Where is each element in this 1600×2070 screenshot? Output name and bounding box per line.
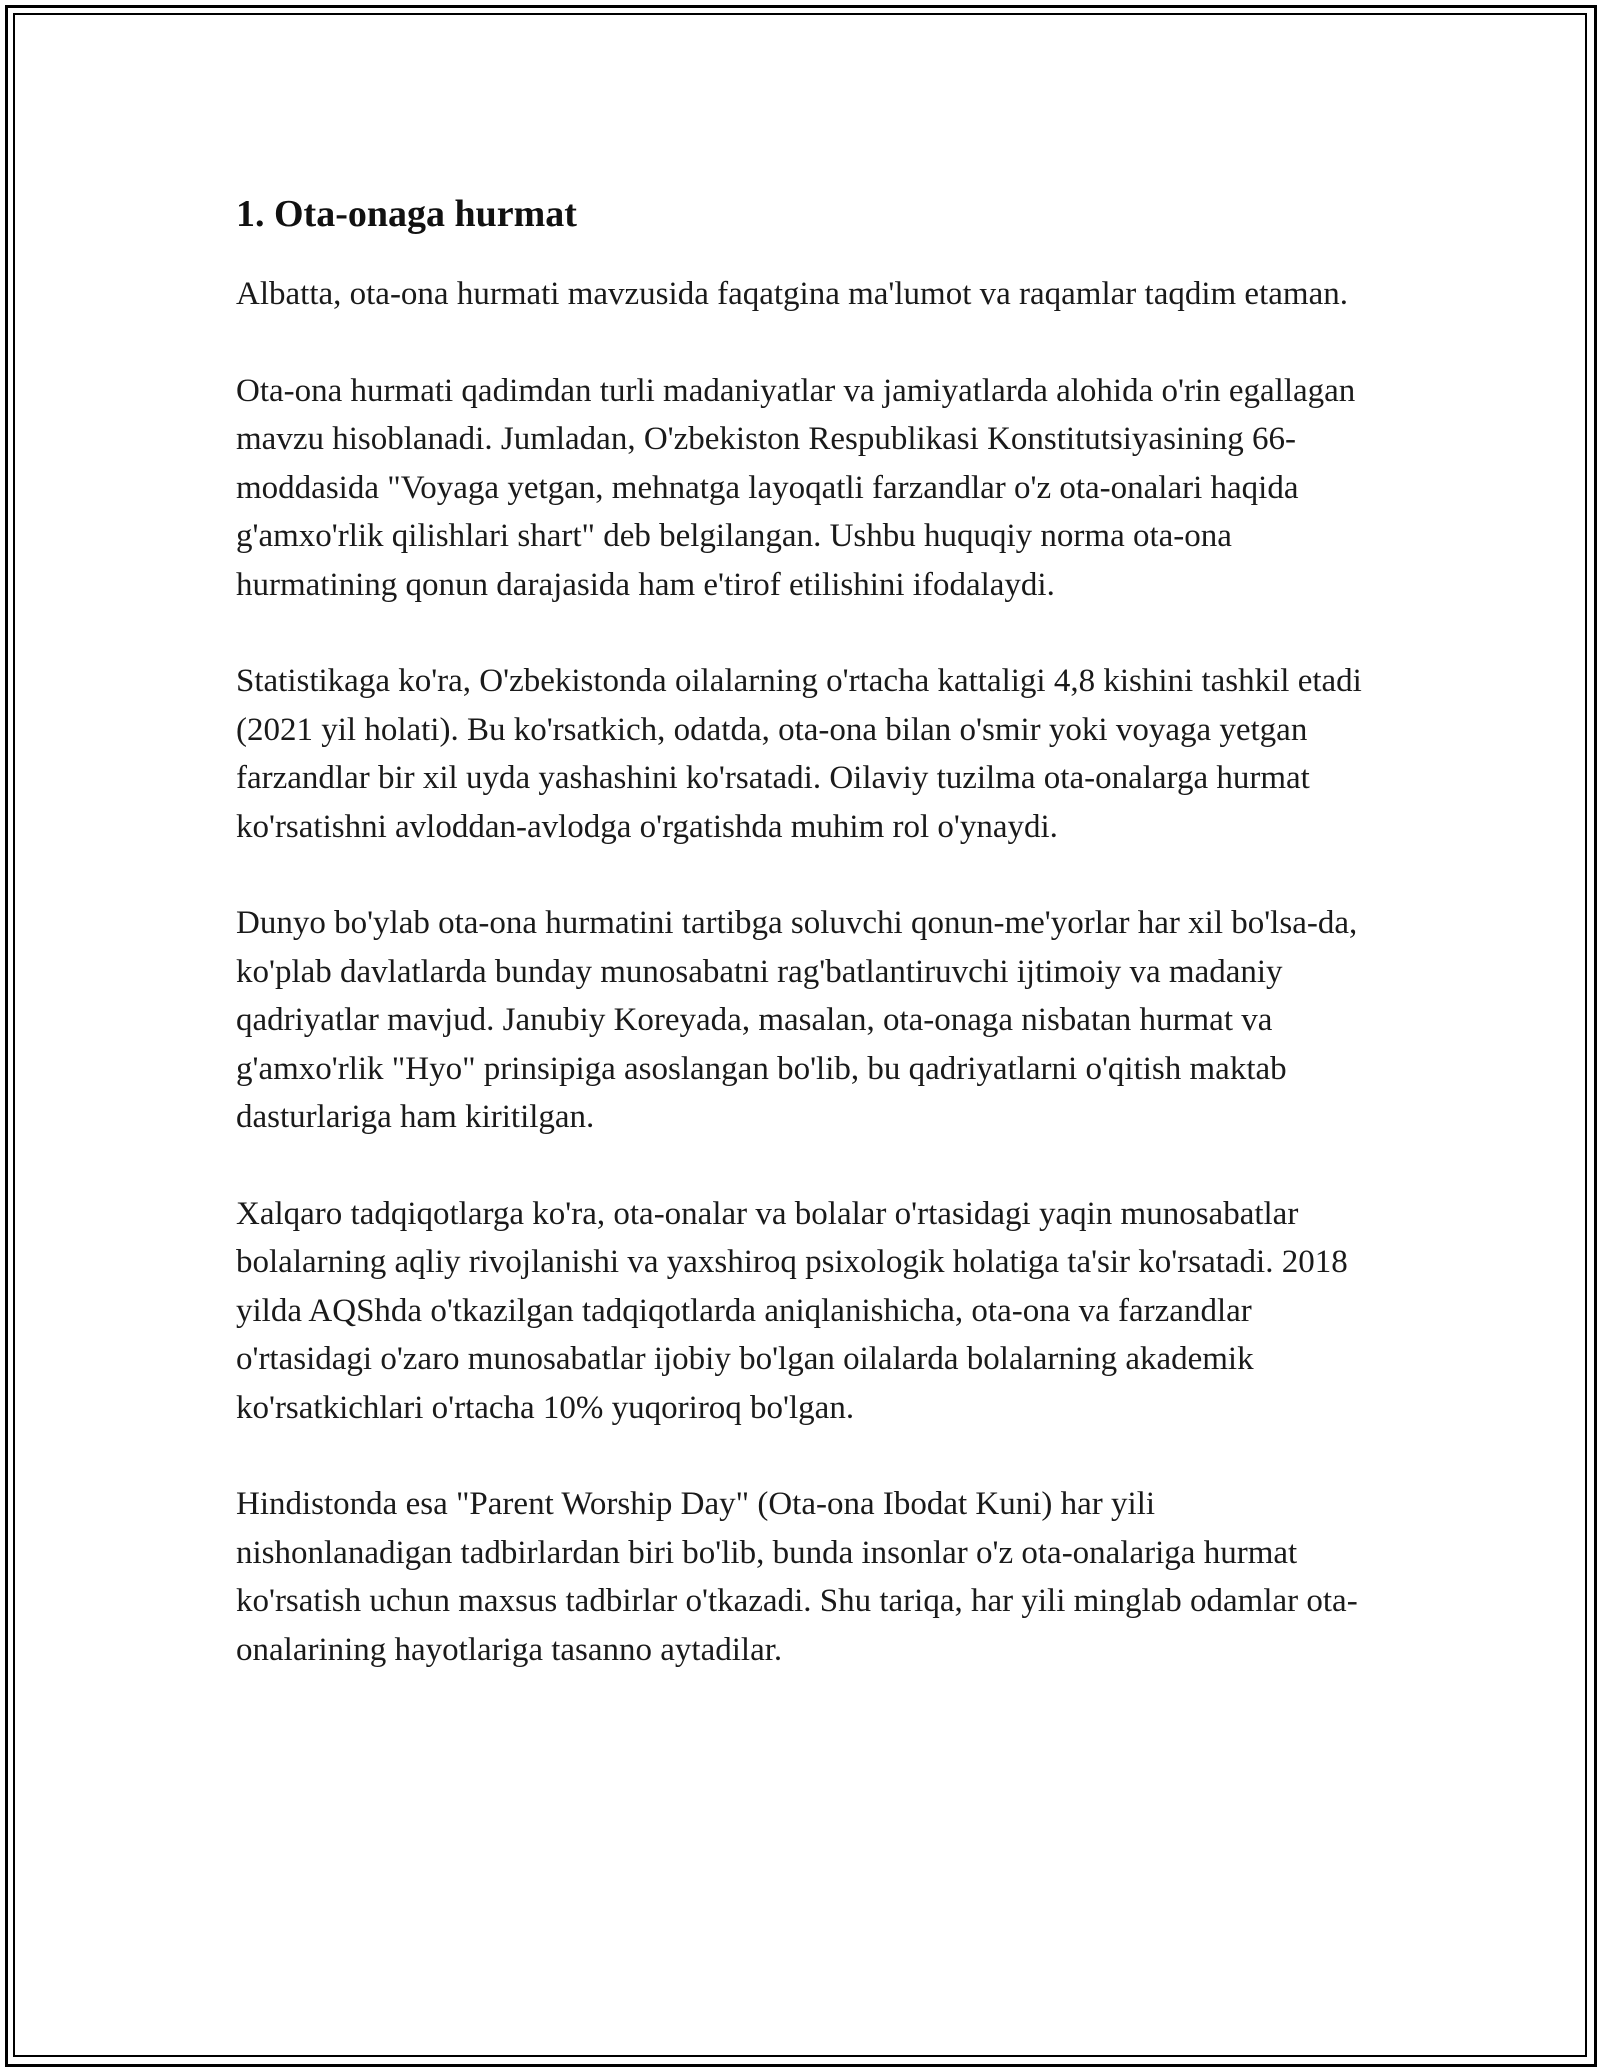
paragraph-statistics: Statistikaga ko'ra, O'zbekistonda oilalarning o'rtacha kattaligi 4,8 kishini tashkil etadi (2021 yil holati). Bu ko'rsatkich, odatda, ota-ona bilan o'smir yoki voyaga yetgan farzandlar bir xil uyda yashashini ko'rsatadi. Oilaviy tuzilma ota-onalarga hurmat ko'rsatishni avloddan-avlodga o'rgatishda muhim rol o'ynaydi. <box>236 663 1362 845</box>
paragraph-intro: Albatta, ota-ona hurmati mavzusida faqatgina ma'lumot va raqamlar taqdim etaman. <box>236 276 1348 312</box>
section-title: 1. Ota-onaga hurmat <box>236 193 577 235</box>
paragraph-india: Hindistonda esa "Parent Worship Day" (Ota-ona Ibodat Kuni) har yili nishonlanadigan tadbirlardan biri bo'lib, bunda insonlar o'z ota-onalariga hurmat ko'rsatish uchun maxsus tadbirlar o'tkazadi. Shu tariqa, har yili minglab odamlar ota-onalarining hayotlariga tasanno aytadilar. <box>236 1486 1358 1668</box>
paragraph-world: Dunyo bo'ylab ota-ona hurmatini tartibga soluvchi qonun-me'yorlar har xil bo'lsa-da, ko'plab davlatlarda bunday munosabatni rag'batlantiruvchi ijtimoiy va madaniy qadriyatlar mavjud. Janubiy Koreyada, masalan, ota-onaga nisbatan hurmat va g'amxo'rlik "Hyo" prinsipiga asoslangan bo'lib, bu qadriyatlarni o'qitish maktab dasturlariga ham kiritilgan. <box>236 905 1358 1135</box>
paragraph-research: Xalqaro tadqiqotlarga ko'ra, ota-onalar va bolalar o'rtasidagi yaqin munosabatlar bolalarning aqliy rivojlanishi va yaxshiroq psixologik holatiga ta'sir ko'rsatadi. 2018 yilda AQShda o'tkazilgan tadqiqotlarda aniqlanishicha, ota-ona va farzandlar o'rtasidagi o'zaro munosabatlar ijobiy bo'lgan oilalarda bolalarning akademik ko'rsatkichlari o'rtacha 10% yuqoriroq bo'lgan. <box>236 1195 1348 1426</box>
document-body <box>236 186 1376 1722</box>
paragraph-constitution: Ota-ona hurmati qadimdan turli madaniyatlar va jamiyatlarda alohida o'rin egallagan mavzu hisoblanadi. Jumladan, O'zbekiston Respublikasi Konstitutsiyasining 66-moddasida "Voyaga yetgan, mehnatga layoqatli farzandlar o'z ota-onalari haqida g'amxo'rlik qilishlari shart" deb belgilangan. Ushbu huquqiy norma ota-ona hurmatining qonun darajasida ham e'tirof etilishini ifodalaydi. <box>236 372 1356 603</box>
